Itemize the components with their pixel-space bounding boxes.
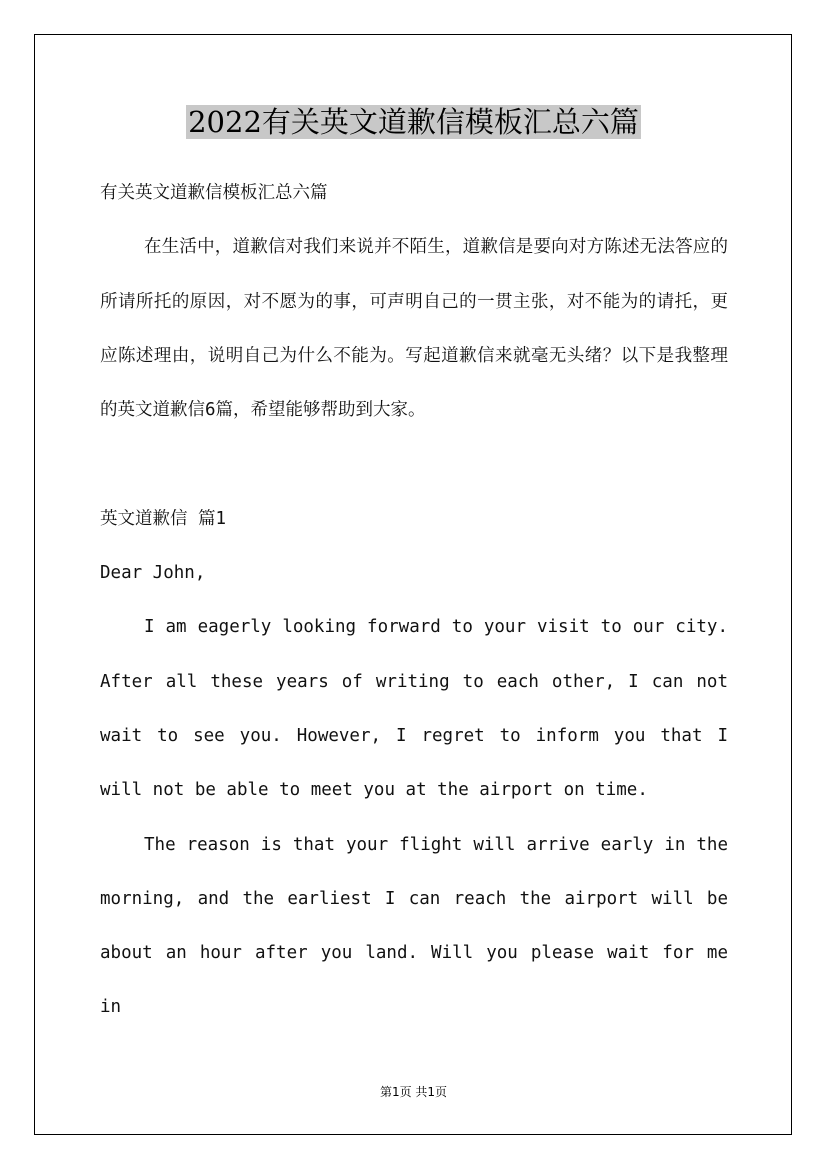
document-body	[100, 166, 728, 1035]
page-footer: 第1页 共1页	[379, 1085, 448, 1099]
document-title	[0, 100, 827, 144]
intro-paragraph: 在生活中，道歉信对我们来说并不陌生，道歉信是要向对方陈述无法答应的所请所托的原因，对不愿为的事，可声明自己的一贯主张，对不能为的请托，更应陈述理由，说明自己为什么不能为。写起道歉信来就毫无头绪？以下是我整理的英文道歉信6篇，希望能够帮助到大家。	[100, 237, 728, 421]
blank-line	[100, 437, 728, 491]
section-heading: 英文道歉信 篇1	[100, 508, 227, 529]
letter-paragraph-1: I am eagerly looking forward to your visit to our city. After all these years of writing to each other, I can not wait to see you. However, I regret to inform you that I will not be able to meet you at the airport on time.	[100, 617, 728, 801]
subtitle: 有关英文道歉信模板汇总六篇	[100, 183, 328, 203]
document-title-text: 2022有关英文道歉信模板汇总六篇	[188, 105, 639, 139]
salutation: Dear John,	[100, 563, 206, 584]
letter-paragraph-2: The reason is that your flight will arrive early in the morning, and the earliest I can reach the airport will be about an hour after you land. Will you please wait for me in	[100, 834, 728, 1018]
